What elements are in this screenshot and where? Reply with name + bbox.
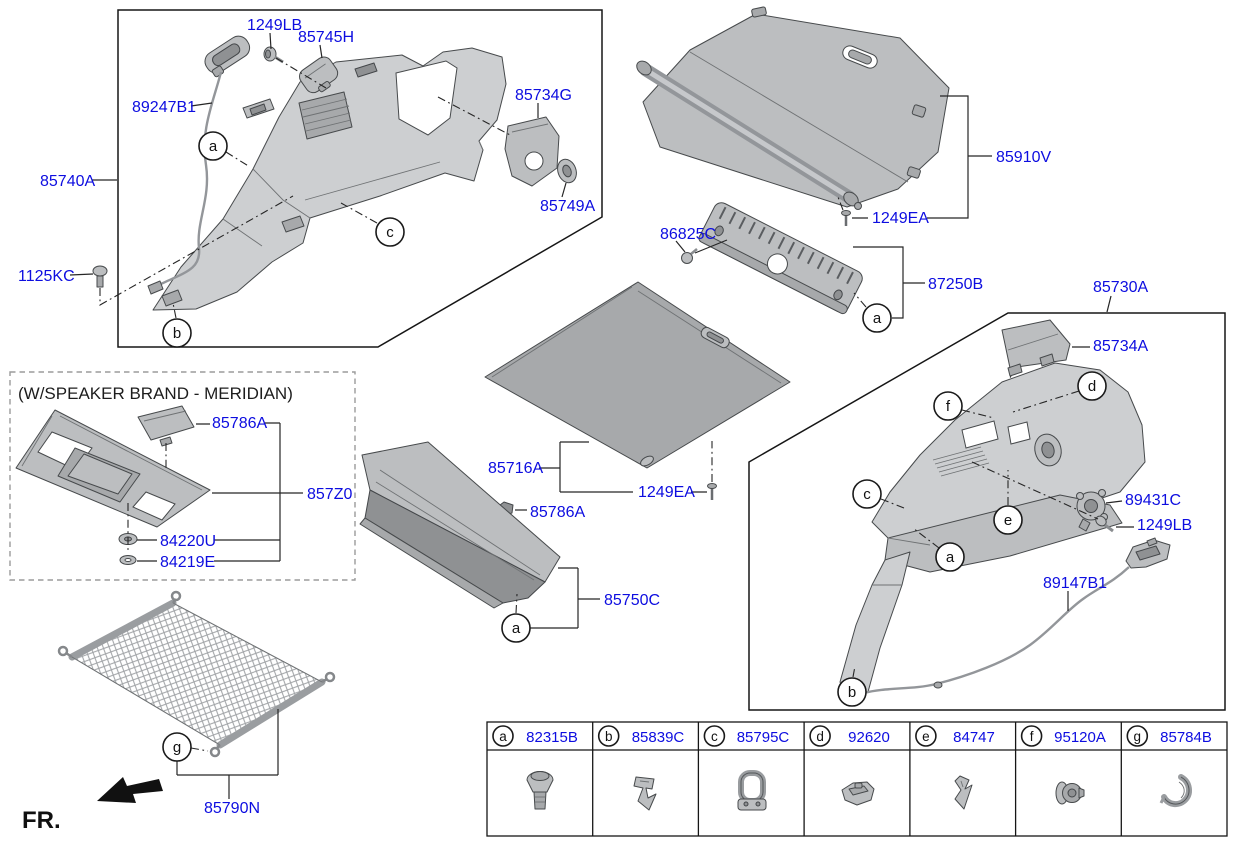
legend-key: f: [1029, 729, 1034, 744]
legend-part-number[interactable]: 85839C: [631, 729, 685, 746]
callout-letter: c: [386, 224, 394, 241]
leader-callout-a2: [854, 293, 866, 307]
cargo-screen-group: [634, 7, 1051, 227]
legend-item-c: [704, 726, 789, 810]
right-assembly-box: [749, 279, 1225, 710]
fr-label: FR.: [22, 807, 61, 834]
screw-1249EA-board-drawing: [708, 484, 717, 501]
sill-trim-drawing: [698, 200, 865, 315]
plug-85749A-drawing: [554, 157, 579, 186]
legend-key: b: [604, 729, 613, 744]
legend-table: [487, 722, 1227, 836]
callout-b-trim-rh: [838, 678, 866, 706]
callout-a-trim-lh: [199, 132, 227, 160]
meridian-option-box: [10, 372, 355, 580]
callout-letter: a: [872, 310, 882, 327]
cargo-net-drawing: [59, 592, 334, 756]
part-label-1249EA-screen[interactable]: 1249EA: [872, 210, 929, 227]
cover-85734G-drawing: [505, 117, 559, 186]
callout-letter: c: [863, 486, 871, 503]
legend-part-number[interactable]: 84747: [953, 729, 995, 746]
part-label-85734A[interactable]: 85734A: [1093, 338, 1149, 355]
bolt-1125KC-drawing: [93, 266, 107, 287]
callout-a-trim-rh: [936, 543, 964, 571]
quarter-trim-rh-drawing: [840, 354, 1145, 698]
fr-indicator: [22, 777, 163, 834]
spring-clip-icon: [955, 776, 972, 809]
sill-trim-group: [660, 200, 983, 332]
bracket-87250B: [853, 247, 925, 318]
leader-85749A: [562, 183, 566, 197]
left-assembly-box: [18, 10, 602, 347]
legend-key: d: [816, 729, 824, 744]
legend-item-f: [1022, 726, 1106, 804]
push-clip-icon: [527, 772, 553, 810]
legend-item-e: [916, 726, 995, 809]
part-label-85910V[interactable]: 85910V: [996, 149, 1052, 166]
part-label-857Z0[interactable]: 857Z0: [307, 486, 353, 503]
part-label-84220U[interactable]: 84220U: [160, 533, 217, 550]
legend-part-number[interactable]: 92620: [848, 729, 890, 746]
luggage-hook-icon: [738, 773, 766, 810]
legend-part-number[interactable]: 85784B: [1160, 729, 1212, 746]
part-label-89147B1[interactable]: 89147B1: [1043, 575, 1108, 592]
callout-letter: d: [1087, 378, 1097, 395]
legend-part-number[interactable]: 85795C: [736, 729, 790, 746]
legend-key: g: [1133, 729, 1142, 744]
washer-84219E-drawing: [120, 556, 136, 565]
callout-g-net: [163, 733, 191, 761]
part-label-85749A[interactable]: 85749A: [540, 198, 596, 215]
meridian-note: (W/SPEAKER BRAND - MERIDIAN): [18, 384, 293, 403]
callout-letter: g: [172, 739, 182, 756]
legend-item-d: [810, 726, 890, 805]
screw-1249EA-screen-drawing: [842, 211, 851, 227]
luggage-board-drawing: [485, 282, 790, 468]
part-label-85730A[interactable]: 85730A: [1093, 279, 1149, 296]
part-label-85786A-tray[interactable]: 85786A: [212, 415, 268, 432]
hook-icon: [1161, 777, 1189, 804]
part-label-1249LB-left[interactable]: 1249LB: [247, 17, 303, 34]
part-label-85786A-center[interactable]: 85786A: [530, 504, 586, 521]
part-label-85790N[interactable]: 85790N: [203, 800, 261, 817]
callout-b-trim-lh: [163, 319, 191, 347]
part-label-1249LB-right[interactable]: 1249LB: [1137, 517, 1193, 534]
speaker-cover-85786A-drawing: [138, 406, 194, 446]
legend-item-b: [599, 726, 685, 810]
leader-85730A: [1107, 296, 1111, 312]
part-label-89247B1[interactable]: 89247B1: [132, 99, 197, 116]
legend-item-a: [493, 726, 578, 809]
legend-part-number[interactable]: 95120A: [1054, 729, 1106, 746]
leader-89431C: [1106, 501, 1122, 503]
part-label-87250B[interactable]: 87250B: [928, 276, 984, 293]
part-label-84219E[interactable]: 84219E: [160, 554, 216, 571]
clip-icon: [634, 777, 656, 810]
part-label-85740A[interactable]: 85740A: [40, 173, 96, 190]
callout-e-trim-rh: [994, 506, 1022, 534]
callout-letter: f: [945, 398, 951, 415]
part-label-1125KC[interactable]: 1125KC: [18, 268, 75, 285]
socket-icon: [1056, 782, 1084, 804]
callout-letter: b: [172, 325, 182, 342]
leader-callout-g: [191, 748, 208, 751]
legend-key: c: [711, 729, 718, 744]
leader-callout-a1: [226, 152, 250, 167]
fastener-1249LB-left-drawing: [264, 47, 283, 62]
legend-key: e: [922, 729, 930, 744]
callout-c-trim-lh: [376, 218, 404, 246]
callout-d-trim-rh: [1078, 372, 1106, 400]
callout-letter: e: [1003, 512, 1013, 529]
handle-grip-icon: [842, 782, 874, 805]
luggage-board-group: [485, 282, 790, 501]
callout-letter: a: [208, 138, 218, 155]
part-label-89431C[interactable]: 89431C: [1125, 492, 1182, 509]
part-label-85745H[interactable]: 85745H: [298, 29, 355, 46]
callout-letter: a: [511, 620, 521, 637]
leader-85745H: [320, 45, 322, 58]
cargo-net-group: [59, 592, 334, 817]
part-label-85716A[interactable]: 85716A: [488, 460, 544, 477]
cover-85734A-drawing: [1002, 320, 1070, 368]
part-label-1249EA-board[interactable]: 1249EA: [638, 484, 695, 501]
part-label-86825C[interactable]: 86825C: [660, 226, 717, 243]
callout-letter: b: [847, 684, 857, 701]
legend-key: a: [499, 729, 507, 744]
cargo-screen-drawing: [634, 7, 949, 210]
callout-a-grille: [502, 614, 530, 642]
leader-callout-c1: [341, 203, 377, 223]
callout-c-trim-rh: [853, 480, 881, 508]
callout-letter: a: [945, 549, 955, 566]
front-direction-arrow-icon: [97, 777, 163, 803]
callout-f-trim-rh: [934, 392, 962, 420]
legend-item-g: [1127, 726, 1212, 804]
part-label-85734G[interactable]: 85734G: [515, 87, 572, 104]
legend-part-number[interactable]: 82315B: [526, 729, 578, 746]
part-label-85750C[interactable]: 85750C: [604, 592, 661, 609]
callout-a-sill: [863, 304, 891, 332]
